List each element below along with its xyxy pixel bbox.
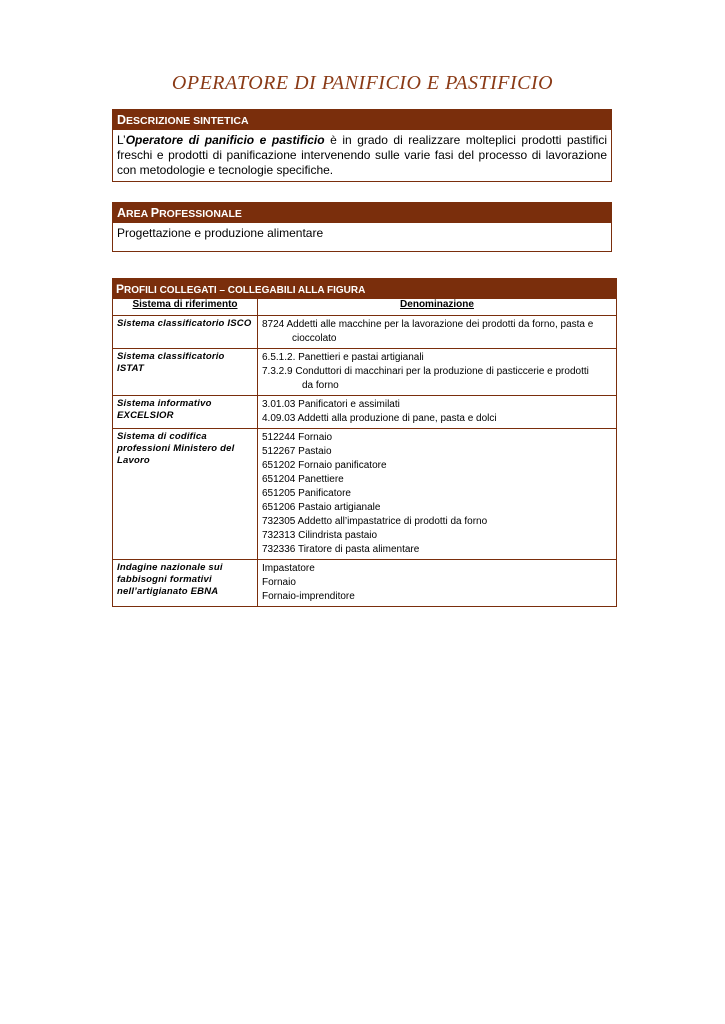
- area-header-rest1: REA: [126, 208, 151, 220]
- denominazione-cell: [258, 349, 617, 396]
- denominazione-cell: [258, 316, 617, 349]
- sistema-cell: Sistema informativo EXCELSIOR: [113, 396, 258, 429]
- list-item: 651204 Panettiere: [262, 474, 344, 485]
- descrizione-section: [112, 109, 612, 182]
- list-item: 651205 Panificatore: [262, 488, 351, 499]
- profili-header: [112, 278, 617, 298]
- list-item: Fornaio: [262, 577, 296, 588]
- list-item: Impastatore: [262, 563, 315, 574]
- table-row: [113, 560, 617, 607]
- table-row: [113, 316, 617, 349]
- area-header-cap1: A: [117, 206, 127, 220]
- descrizione-header-rest: ESCRIZIONE SINTETICA: [126, 115, 249, 127]
- page-title: OPERATORE DI PANIFICIO E PASTIFICIO: [171, 72, 554, 94]
- descrizione-bold: Operatore di panificio e pastificio: [125, 133, 325, 147]
- list-item: 7.3.2.9 Conduttori di macchinari per la produzione di pasticcerie e prodotti: [262, 366, 589, 377]
- list-item: 732313 Cilindrista pastaio: [262, 530, 378, 541]
- col-sistema-header: Sistema di riferimento: [113, 299, 258, 316]
- sistema-cell: Sistema classificatorio ISCO: [113, 316, 258, 349]
- denominazione-cell: [258, 560, 617, 607]
- list-item: cioccolato: [292, 333, 337, 344]
- profili-header-rest: ROFILI COLLEGATI – COLLEGABILI ALLA FIGURA: [124, 285, 366, 296]
- descrizione-body: è in grado di realizzare molteplici prodotti pastifici freschi e prodotti di panificazione intervenendo sulle varie fasi del processo di lavorazione con metodologie e tecnologie specifiche.: [117, 133, 607, 177]
- table-header-row: [113, 299, 617, 316]
- area-header-rest2: ROFESSIONALE: [159, 208, 242, 220]
- table-row: [113, 396, 617, 429]
- list-item: Fornaio-imprenditore: [262, 591, 355, 602]
- descrizione-prefix: L’: [117, 133, 126, 147]
- area-text: Progettazione e produzione alimentare: [117, 226, 324, 240]
- area-section: [112, 202, 612, 252]
- list-item: 651202 Fornaio panificatore: [262, 460, 387, 471]
- list-item: 651206 Pastaio artigianale: [262, 502, 381, 513]
- area-header-cap2: P: [150, 206, 160, 220]
- table-row: [113, 349, 617, 396]
- sistema-cell: Indagine nazionale sui fabbisogni formativi nell’artigianato EBNA: [113, 560, 258, 607]
- profili-section: [112, 278, 617, 607]
- list-item: 4.09.03 Addetti alla produzione di pane, pasta e dolci: [262, 413, 497, 424]
- col-denominazione-header: Denominazione: [258, 299, 617, 316]
- descrizione-header: [113, 110, 611, 130]
- profili-header-cap: P: [116, 282, 125, 296]
- list-item: 732336 Tiratore di pasta alimentare: [262, 544, 420, 555]
- area-header: [113, 203, 611, 223]
- denominazione-cell: [258, 396, 617, 429]
- descrizione-header-cap: D: [117, 113, 127, 127]
- list-item: 8724 Addetti alle macchine per la lavorazione dei prodotti da forno, pasta e: [262, 319, 594, 330]
- profili-table: [112, 298, 617, 607]
- table-row: [113, 429, 617, 560]
- list-item: 3.01.03 Panificatori e assimilati: [262, 399, 400, 410]
- list-item: 512244 Fornaio: [262, 432, 333, 443]
- sistema-cell: Sistema di codifica professioni Ministero del Lavoro: [113, 429, 258, 560]
- sistema-cell: Sistema classificatorio ISTAT: [113, 349, 258, 396]
- list-item: da forno: [302, 380, 339, 391]
- denominazione-cell: [258, 429, 617, 560]
- list-item: 6.5.1.2. Panettieri e pastai artigianali: [262, 352, 424, 363]
- list-item: 512267 Pastaio: [262, 446, 332, 457]
- list-item: 732305 Addetto all’impastatrice di prodotti da forno: [262, 516, 488, 527]
- descrizione-text: [113, 130, 611, 181]
